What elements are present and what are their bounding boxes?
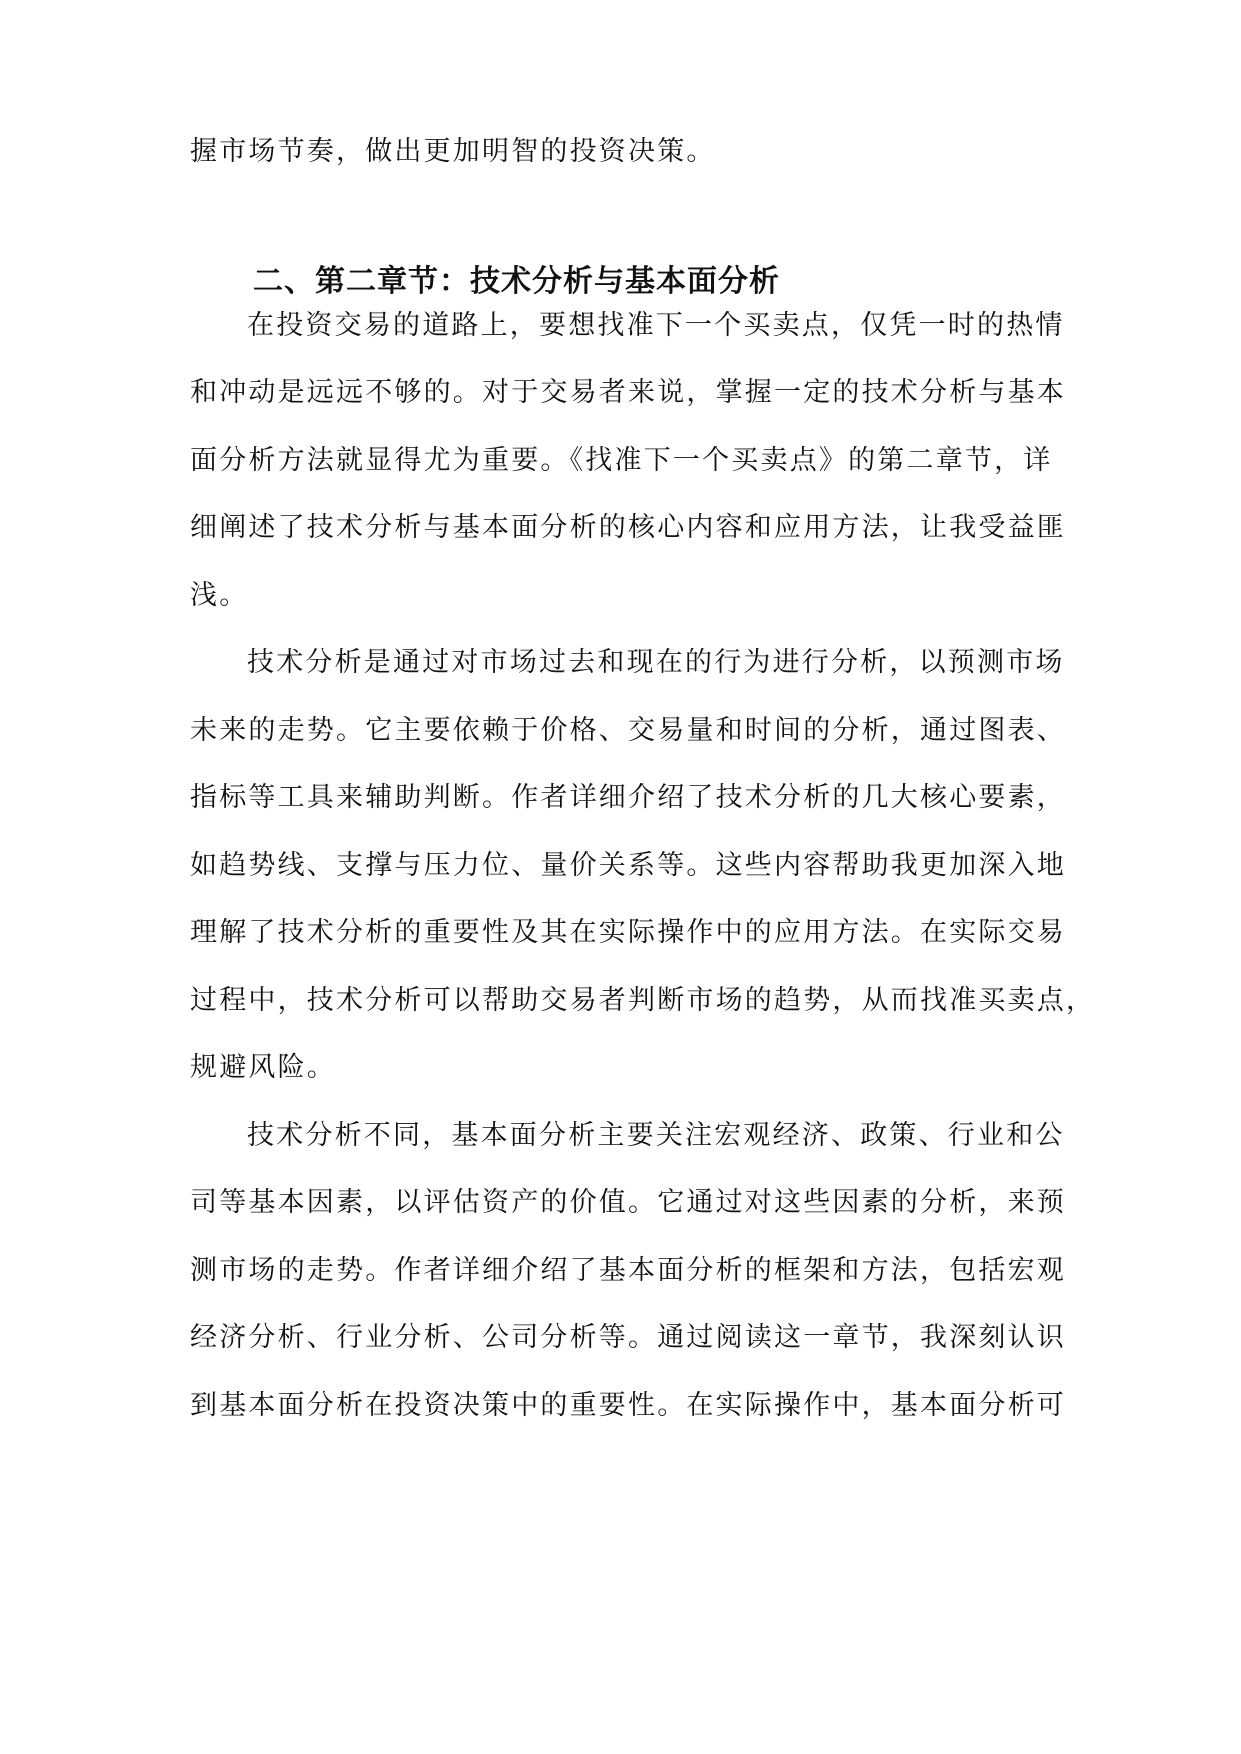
paragraph-2-line-3: 指标等工具来辅助判断。作者详细介绍了技术分析的几大核心要素， <box>190 782 1066 813</box>
paragraph-1-line-4: 细阐述了技术分析与基本面分析的核心内容和应用方法，让我受益匪 <box>190 512 1066 543</box>
paragraph-1-line-1: 在投资交易的道路上，要想找准下一个买卖点，仅凭一时的热情 <box>247 310 1065 341</box>
paragraph-3-line-5: 到基本面分析在投资决策中的重要性。在实际操作中，基本面分析可 <box>190 1390 1066 1421</box>
section-heading: 二、第二章节：技术分析与基本面分析 <box>253 264 780 299</box>
paragraph-1-line-5: 浅。 <box>190 580 249 611</box>
paragraph-3-line-4: 经济分析、行业分析、公司分析等。通过阅读这一章节，我深刻认识 <box>190 1322 1066 1353</box>
paragraph-2-line-6: 过程中，技术分析可以帮助交易者判断市场的趋势，从而找准买卖点， <box>190 985 1096 1016</box>
paragraph-3-line-3: 测市场的走势。作者详细介绍了基本面分析的框架和方法，包括宏观 <box>190 1255 1066 1286</box>
paragraph-2-line-4: 如趋势线、支撑与压力位、量价关系等。这些内容帮助我更加深入地 <box>190 850 1066 881</box>
paragraph-2-line-5: 理解了技术分析的重要性及其在实际操作中的应用方法。在实际交易 <box>190 917 1066 948</box>
paragraph-3-line-2: 司等基本因素，以评估资产的价值。它通过对这些因素的分析，来预 <box>190 1187 1066 1218</box>
paragraph-2-line-7: 规避风险。 <box>190 1052 336 1083</box>
intro-tail-line: 握市场节奏，做出更加明智的投资决策。 <box>190 136 716 167</box>
paragraph-2-line-2: 未来的走势。它主要依赖于价格、交易量和时间的分析，通过图表、 <box>190 715 1066 746</box>
paragraph-3-line-1: 技术分析不同，基本面分析主要关注宏观经济、政策、行业和公 <box>247 1120 1065 1151</box>
paragraph-1-line-2: 和冲动是远远不够的。对于交易者来说，掌握一定的技术分析与基本 <box>190 377 1066 408</box>
paragraph-2-line-1: 技术分析是通过对市场过去和现在的行为进行分析，以预测市场 <box>247 647 1065 678</box>
paragraph-1-line-3: 面分析方法就显得尤为重要。《找准下一个买卖点》的第二章节，详 <box>190 445 1053 476</box>
